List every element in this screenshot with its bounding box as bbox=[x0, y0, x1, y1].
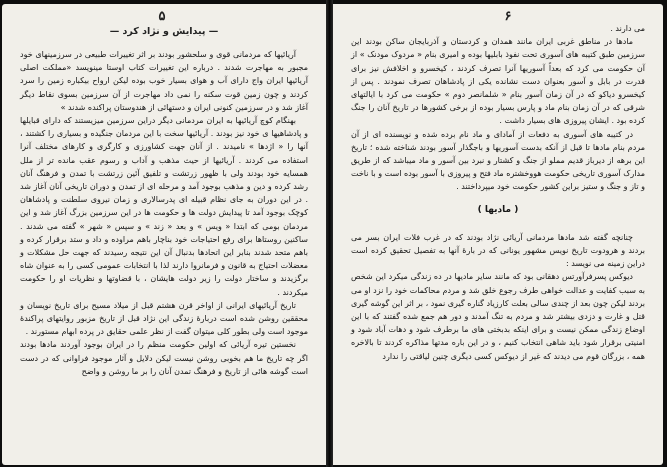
paragraph: بهنگام کوچ آریائیها به ایران مردمانی دیگر دراین سرزمین میزیستند که دارای قبایلها و پادشاهیها ی خود نیز بودند . آریائیها سخت با این مردمان جنگیده و بسیاری را کشتند ، آنها را « اژدها » نامیدند . از آنان جهت کشاورزی و کارگری و کارهای مختلف آنرا استفاده می کردند . آریائیها از حیث مذهب و آداب و رسوم عقب مانده تر از ملل همسایه خود بودند ولی با ظهور زرتشت و تلفیق آئین زرتشت با تمدن و فرهنگ آنان رشد کرده و دین و مذهب بوجود آمد و مرحله ای از تمدن و دوران تاریخی آنان آغاز شد . در این دوران به جای نظام قبیله ای پدرسالاری و زمان نیروی سلطنت و پادشاهان کوچک بوجود آمد تا پیدایش دولت ها و حکومت ها در این سرزمین بزرگ آغاز شد و این مردمان بومی که ابتدا « ویس » و بعد « زند » و سپس « شهر » گفته می شدند . ساکنین روستاها برای رفع احتیاجات خود بناچار باهم مراوده و داد و ستد برقرار کرده و باهم متحد شدند بنابر این اتحادها بدنبال آن این نتیجه رسیدند که جهت حل مشکلات و معضلات احتیاج به قانون و فرمانروا دارند لذا با انتخابات عمومی کسی را به عنوان شاه برگزیدند و ساختار دولت را زیر دولت هایشان ، با قضاوتها و نظریات او را حکومت میکردند . bbox=[20, 116, 308, 297]
paragraph: نخستین تیره آریائی که اولین حکومت منظم را در ایران بوجود آوردند مادها بودند اگر چه تاریخ ما هم بخوبی روشن نیست لیکن دلایل و آثار موجود فراوانی که در دست است گوشه هائی از تاریخ و فرهنگ تمدن آنان را بر ما روشن و واضح bbox=[20, 340, 308, 376]
paragraph: تاریخ آریائیهای ایرانی از اواخر قرن هشتم قبل از میلاد مسیح برای تاریخ نویسان و محققین روشن شده است دربارۀ زندگی این نژاد قبل از تاریخ مزبور روایتهای پراکندۀ موجود است ولی بطور کلی میتوان گفت از نظر علمی حقایق در پرده ابهام مستورند . bbox=[20, 300, 308, 337]
paragraph: آریائیها که مردمانی قوی و سلحشور بودند بر اثر تغییرات طبیعی در سرزمینهای خود مجبور به مهاجرت شدند . درباره این تغییرات کتاب اوستا مینویسد «مملکت اصلی آریائیها ایران واج دارای آب و هوای بسیار خوب بوده لیکن ارواح بیکباره زمین را سرد کردند و چون زمین قوت سکنه را نمی داد مهاجرت از آن سرزمین بسوی نقاط دیگر آغاز شد و در سرزمین کنونی ایران و دستهائی از هندوستان پراکنده شدند » bbox=[20, 50, 308, 112]
page-body bbox=[351, 22, 645, 363]
page-number: ۶ bbox=[504, 9, 512, 24]
page-body bbox=[20, 48, 308, 378]
right-page bbox=[333, 4, 663, 465]
paragraph: در کتیبه های آسوری به دفعات از آمادای و ماد نام برده شده و نویسنده ای از آن مردم بنام مادها تا قبل از آنکه بدست آسوریها و باجگذار آسور بودند شناخته شده ؛ تاریخ این برهه از دیرباز قدیم مملو از جنگ و کشتار و نبرد بین آسور و ماد میباشد که از طریق مدارک آسوری تاریخی حکومت هووخشتره ماد فتح و پیروزی با آسور بوده است و با ناخت و تاز و جنگ و ستیز براین کشور حکومت خود میپرداختند . bbox=[351, 129, 645, 192]
left-page bbox=[2, 4, 326, 465]
paragraph: چنانچه گفته شد مادها مردمانی آریائی نژاد بودند که در غرب فلات ایران بسر می بردند و هرودوت تاریخ نویس مشهور یونانی که در بارهٔ آنها به تفصیل تحقیق کرده است دراین زمینه می نویسد : bbox=[351, 232, 645, 269]
paragraph: می دارند . bbox=[610, 24, 645, 33]
paragraph: دیوکس پسرفرآورتس دهقانی بود که مانند سایر مادیها در ده زندگی میکرد این شخص به سبب کفایت و عدالت خواهی طرف رجوع خلق شد و مردم محاکمات خود را نزد او می بردند لیکن چون بعد از چندی سالی بعلت کارزیاد گناره گیری نمود ، بر اثر این گوشه گیری قتل و غارت و دزدی بیشتر شد و مردم به تنگ آمدند و دور هم جمع شده گفتند که با این اوضاع زندگی ممکن نیست و برای اینکه بدبختی های ما برطرف شود و دهات آباد شود و امنیتی برقرار شود باید شاهی انتخاب کنیم ، و در این باره مدتها مذاکره کردند تا بالاخره همه ، بزرگان قوم می دیدند که غیر از دیوکس کسی دیگری چنین لیاقتی را ندارد bbox=[350, 272, 645, 361]
section-heading: ( مادیها ) bbox=[477, 204, 519, 215]
paragraph: مادها در مناطق غربی ایران مانند همدان و کردستان و آذربایجان ساکن بودند این سرزمین طبق کتیبه های آسوری تحت نفوذ بابلیها بوده و امیری بنام « مردوک مودنک » از آن حکومت می کرد که بعداً آسوریها آنرا تصرف کردند ، کیخسرو و اخلافش نیز برای قدرت در بابل و آسور بعنوان دست نشانده یکی از پادشاهان تصرف نمودند . پس از کیخسرو دیاکو که در آن زمان آسور بنام « شلمانصر دوم » حکومت می کرد با ایالتهای شرقی که در آن زمان بنام ماد و پارس بسیار بوده از برخی کشورها در تاریخ آنان را جنگ کرده بود . ایشان پیروزی های بسیار داشت . bbox=[351, 37, 645, 126]
running-header: — پیدایش و نژاد کرد — bbox=[109, 26, 219, 37]
book-gutter bbox=[326, 0, 333, 467]
page-number: ۵ bbox=[158, 9, 166, 24]
